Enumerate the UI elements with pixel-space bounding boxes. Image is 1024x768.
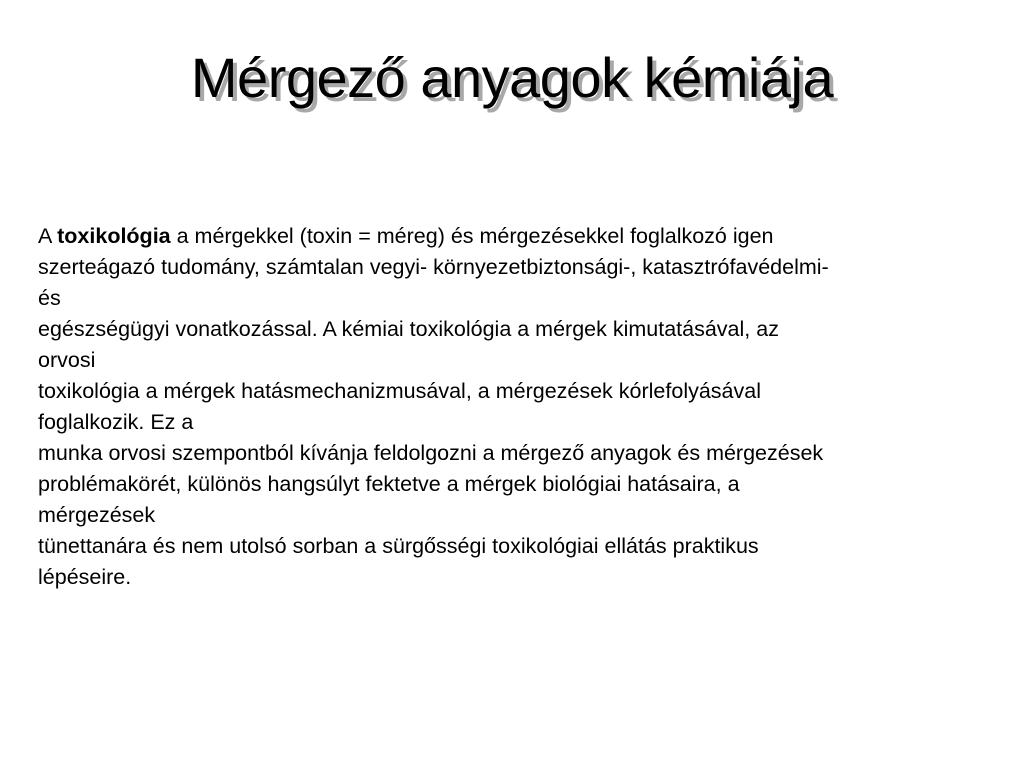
body-line-9: problémakörét, különös hangsúlyt fektetve a mérgek biológiai hatásaira, a bbox=[38, 472, 740, 496]
body-line-5: orvosi bbox=[38, 348, 96, 372]
body-line-2: szerteágazó tudomány, számtalan vegyi- környezetbiztonsági-, katasztrófavédelmi- bbox=[38, 255, 829, 279]
body-line-6: toxikológia a mérgek hatásmechanizmusával, a mérgezések kórlefolyásával bbox=[38, 379, 761, 403]
body-line-1 bbox=[38, 221, 988, 252]
body-line-7: foglalkozik. Ez a bbox=[38, 410, 194, 434]
body-text bbox=[38, 221, 988, 593]
body-line-11: tünettanára és nem utolsó sorban a sürgősségi toxikológiai ellátás praktikus bbox=[38, 534, 759, 558]
body-line-10: mérgezések bbox=[38, 503, 156, 527]
keyword-toxikologia: toxikológia bbox=[57, 224, 171, 248]
line-1-prefix: A bbox=[38, 224, 58, 248]
body-line-12: lépéseire. bbox=[38, 565, 132, 589]
slide-title: Mérgező anyagok kémiája bbox=[190, 46, 834, 109]
body-line-8: munka orvosi szempontból kívánja feldolgozni a mérgező anyagok és mérgezések bbox=[38, 441, 824, 465]
line-1-suffix: a mérgekkel (toxin = méreg) és mérgezésekkel foglalkozó igen bbox=[170, 224, 774, 248]
body-line-4: egészségügyi vonatkozással. A kémiai toxikológia a mérgek kimutatásával, az bbox=[38, 317, 779, 341]
body-line-3: és bbox=[38, 286, 61, 310]
